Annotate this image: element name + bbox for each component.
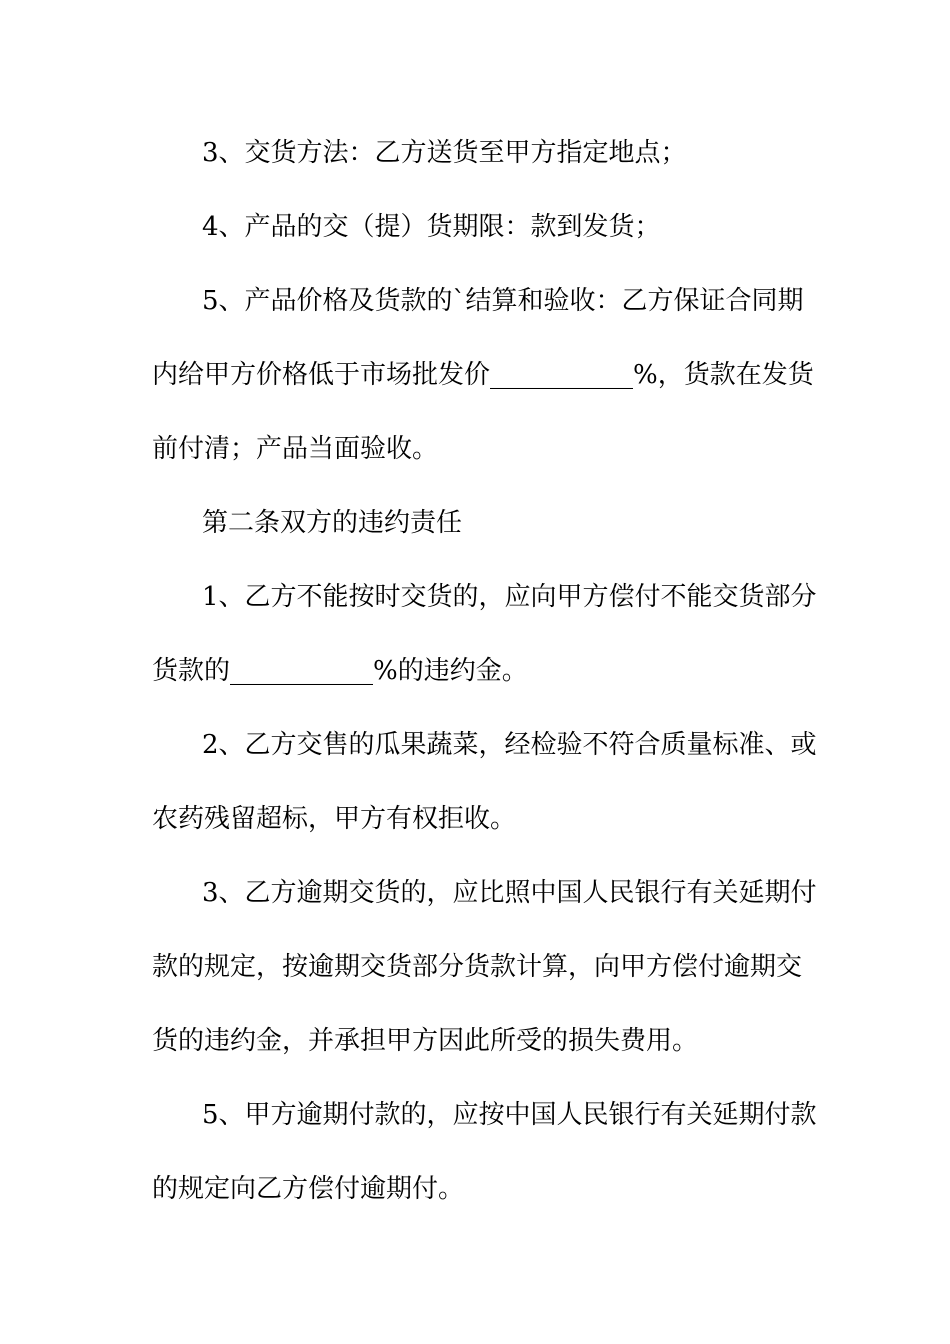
liability-5-line-1: 5、甲方逾期付款的，应按中国人民银行有关延期付款 — [202, 1100, 817, 1130]
article-2-heading: 第二条双方的违约责任 — [202, 508, 463, 538]
liability-3-line-3: 货的违约金，并承担甲方因此所受的损失费用。 — [152, 1026, 699, 1056]
liability-2-line-2: 农药残留超标，甲方有权拒收。 — [152, 804, 517, 834]
clause-3-delivery-method: 3、交货方法：乙方送货至甲方指定地点； — [202, 138, 687, 168]
liability-1-line-1: 1、乙方不能按时交货的，应向甲方偿付不能交货部分 — [202, 582, 817, 612]
liability-3-line-2: 款的规定，按逾期交货部分货款计算，向甲方偿付逾期交 — [152, 952, 803, 982]
liability-1-line-2: 货款的___________%的违约金。 — [152, 656, 528, 686]
clause-4-delivery-deadline: 4、产品的交（提）货期限：款到发货； — [202, 212, 661, 242]
liability-5-line-2: 的规定向乙方偿付逾期付。 — [152, 1174, 465, 1204]
clause-5-price-settlement-line-3: 前付清；产品当面验收。 — [152, 434, 439, 464]
clause-5-price-settlement-line-1: 5、产品价格及货款的`结算和验收：乙方保证合同期 — [202, 286, 804, 316]
liability-2-line-1: 2、乙方交售的瓜果蔬菜，经检验不符合质量标准、或 — [202, 730, 817, 760]
clause-5-price-settlement-line-2: 内给甲方价格低于市场批发价___________%，货款在发货 — [152, 360, 814, 390]
liability-3-line-1: 3、乙方逾期交货的，应比照中国人民银行有关延期付 — [202, 878, 817, 908]
